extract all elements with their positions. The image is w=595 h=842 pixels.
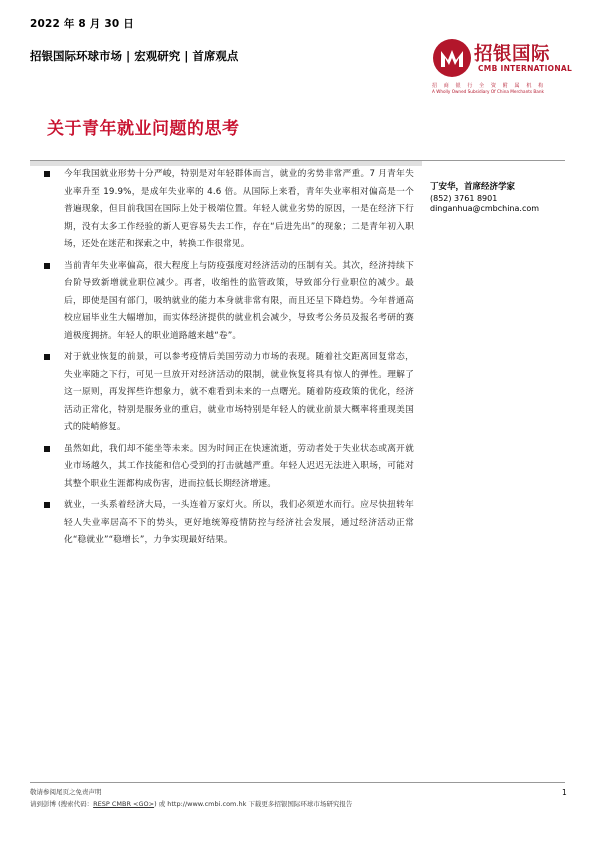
paragraph-text: 虽然如此，我们却不能坐等未来。因为时间正在快速流逝，劳动者处于失业状态或离开就业市场越久，其工作技能和信心受到的打击就越严重。年轻人迟迟无法进入职场，可能对其整个职业生涯都构成伤害，进而拉低长期经济增速。 <box>64 443 414 489</box>
report-title: 关于青年就业问题的思考 <box>47 119 240 139</box>
bullet-square-icon <box>44 263 50 269</box>
logo-subtitle-en: A Wholly Owned Subsidiary Of China Merchants Bank <box>432 89 544 94</box>
footer-suffix: ) 或 http://www.cmbi.com.hk 下载更多招银国际环球市场研究报告 <box>154 800 353 808</box>
report-date: 2022 年 8 月 30 日 <box>30 18 134 30</box>
author-block <box>430 180 539 213</box>
body-paragraph <box>44 349 414 437</box>
paragraph-text: 就业，一头系着经济大局，一头连着万家灯火。所以，我们必须逆水而行。应尽快扭转年轻人失业率居高不下的势头，更好地统筹疫情防控与经济社会发展，通过经济活动正常化“稳就业”“稳增长”，力争实现最好结果。 <box>64 500 414 545</box>
footer-prefix: 请到彭博 (搜索代码： <box>30 800 94 808</box>
author-name: 丁安华，首席经济学家 <box>430 182 516 192</box>
body-paragraph <box>44 497 414 550</box>
paragraph-text: 当前青年失业率偏高，很大程度上与防疫强度对经济活动的压制有关。其次，经济持续下台阶导致新增就业职位减少。再者，收缩性的监管政策，导致部分行业职位的减少。最后，即使是国有部门，吸纳就业的能力本身就非常有限，而且还呈下降趋势。今年普通高校应届毕业生大幅增加，而实体经济提供的就业机会减少，导致考公务员及报名考研的赛道极度拥挤。年轻人的职业道路越来越“卷”。 <box>64 260 414 341</box>
paragraph-text: 对于就业恢复的前景，可以参考疫情后美国劳动力市场的表现。随着社交距离回复常态，失业率随之下行，可见一旦放开对经济活动的限制，就业恢复将具有惊人的弹性。理解了这一原则，再发挥些许想象力，就不难看到未来的一点曙光。随着防疫政策的优化，经济活动正常化，特别是服务业的重启，就业市场特别是年轻人的就业前景大概率将重现美国式的陡峭修复。 <box>64 352 414 432</box>
logo-name-cn: 招银国际 <box>474 44 551 65</box>
bullet-square-icon <box>44 354 50 360</box>
page-number: 1 <box>562 788 567 797</box>
body-paragraph <box>44 166 414 254</box>
cmbi-logo-mark-icon <box>432 38 472 78</box>
paragraph-text: 今年我国就业形势十分严峻，特别是对年轻群体而言，就业的劣势非常严重。7 月青年失业率升至 19.9%，是成年失业率的 4.6 倍。从国际上来看，青年失业率相对偏高是一个普遍现象，但目前我国在国际上处于极端位置。年轻人就业劣势的原因，一是在经济下行期，没有太多工作经验的新人更容易失去工作，存在“后进先出”的现象；二是青年初入职场，还处在迷茫和探索之中，转换工作很常见。 <box>64 169 414 249</box>
logo-subtitle-cn: 招 商 银 行 全 资 附 属 机 构 <box>432 83 546 89</box>
author-phone: (852) 3761 8901 <box>430 194 498 203</box>
footer-download-note <box>30 799 352 808</box>
bullet-square-icon <box>44 446 50 452</box>
bullet-square-icon <box>44 171 50 177</box>
logo-name-en: CMB INTERNATIONAL <box>478 64 573 73</box>
report-body <box>44 166 414 554</box>
bullet-square-icon <box>44 502 50 508</box>
bloomberg-code-link[interactable]: RESP CMBR <GO> <box>93 800 155 808</box>
footer-disclaimer: 敬请参阅尾页之免责声明 <box>30 788 102 796</box>
author-email[interactable]: dinganhua@cmbchina.com <box>430 204 540 213</box>
body-paragraph <box>44 258 414 346</box>
cmbi-logo <box>432 38 582 98</box>
bottom-divider <box>30 782 565 783</box>
body-paragraph <box>44 441 414 494</box>
report-series: 招银国际环球市场 | 宏观研究 | 首席观点 <box>30 49 239 63</box>
